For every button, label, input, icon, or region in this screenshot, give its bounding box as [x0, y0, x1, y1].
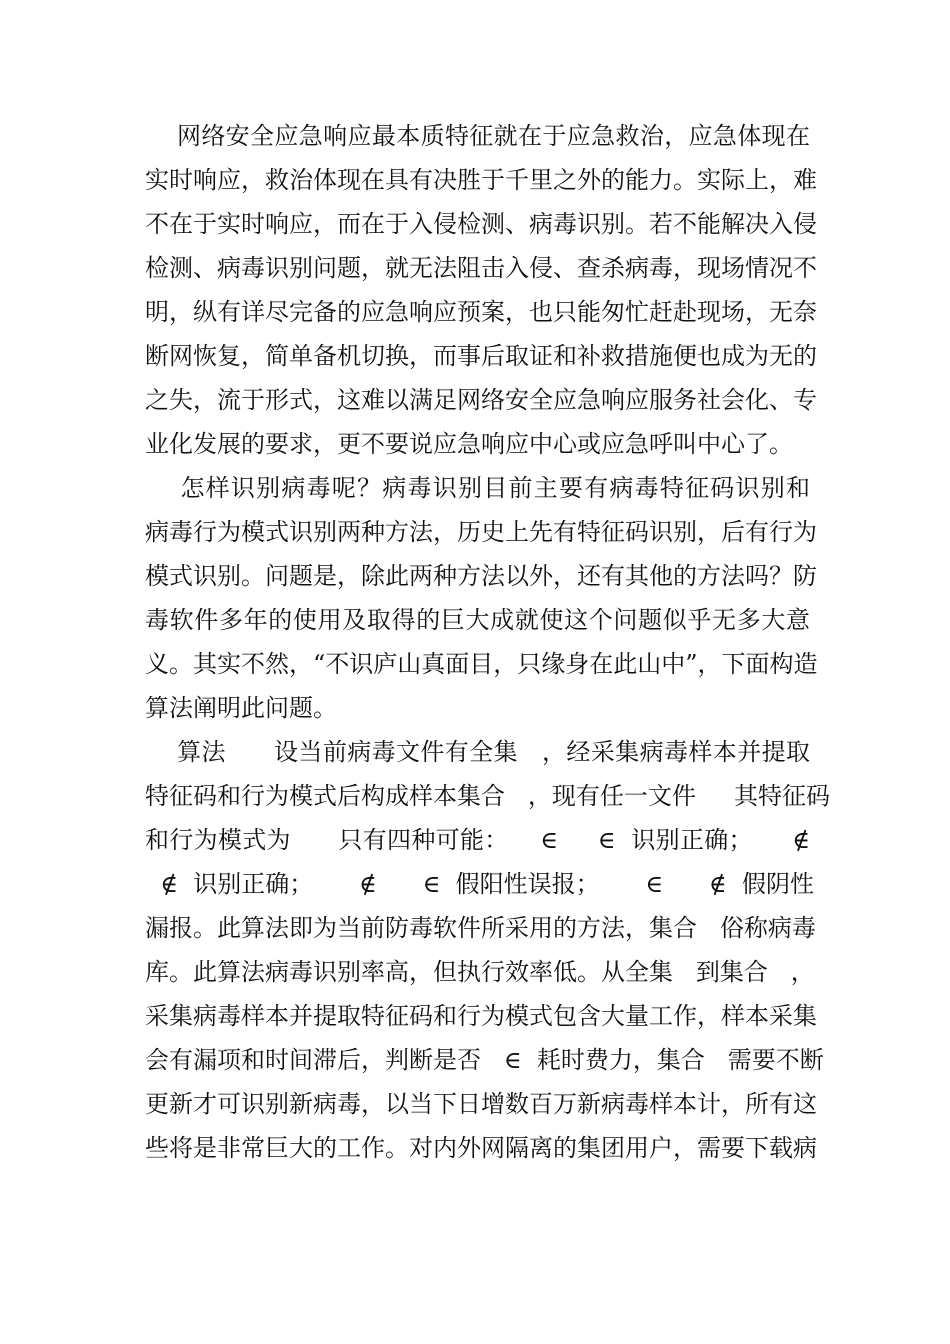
text-line: 漏报。此算法即为当前防毒软件所采用的方法，集合 俗称病毒: [145, 914, 816, 942]
text-line: 病毒行为模式识别两种方法，历史上先有特征码识别，后有行为: [145, 518, 817, 546]
text-line: 库。此算法病毒识别率高，但执行效率低。从全集 到集合 ，: [145, 958, 815, 986]
text-line: 检测、病毒识别问题，就无法阻击入侵、查杀病毒，现场情况不: [145, 254, 817, 282]
document-body: [145, 114, 831, 1170]
paragraph-3: [145, 730, 831, 1170]
paragraph-2: [145, 466, 818, 730]
text-line: 之失，流于形式，这难以满足网络安全应急响应服务社会化、专: [145, 386, 817, 414]
text-line: 特征码和行为模式后构成样本集合 ，现有任一文件 其特征码: [145, 782, 831, 810]
text-line: 和行为模式为 只有四种可能： ∈ ∈ 识别正确； ∉: [145, 826, 810, 854]
text-line: 网络安全应急响应最本质特征就在于应急救治，应急体现在: [145, 122, 810, 150]
text-line: ∉ 识别正确； ∉ ∈ 假阳性误报； ∈ ∉ 假阴性: [145, 870, 814, 898]
text-line: 算法阐明此问题。: [145, 694, 337, 722]
text-line: 会有漏项和时间滞后，判断是否 ∈ 耗时费力，集合 需要不断: [145, 1046, 824, 1074]
text-line: 明，纵有详尽完备的应急响应预案，也只能匆忙赶赴现场，无奈: [145, 298, 817, 326]
text-line: 些将是非常巨大的工作。对内外网隔离的集团用户，需要下载病: [145, 1134, 817, 1162]
text-line: 实时响应，救治体现在具有决胜于千里之外的能力。实际上，难: [145, 166, 817, 194]
text-line: 怎样识别病毒呢？病毒识别目前主要有病毒特征码识别和: [145, 474, 810, 502]
text-line: 义。其实不然，“不识庐山真面目，只缘身在此山中”，下面构造: [145, 650, 818, 678]
text-line: 不在于实时响应，而在于入侵检测、病毒识别。若不能解决入侵: [145, 210, 817, 238]
text-line: 更新才可识别新病毒，以当下日增数百万新病毒样本计，所有这: [145, 1090, 817, 1118]
text-line: 断网恢复，简单备机切换，而事后取证和补救措施便也成为无的: [145, 342, 817, 370]
paragraph-1: [145, 114, 817, 466]
text-line: 毒软件多年的使用及取得的巨大成就使这个问题似乎无多大意: [145, 606, 810, 634]
text-line: 业化发展的要求，更不要说应急响应中心或应急呼叫中心了。: [145, 430, 793, 458]
text-line: 算法 设当前病毒文件有全集 ，经采集病毒样本并提取: [145, 738, 810, 766]
text-line: 模式识别。问题是，除此两种方法以外，还有其他的方法吗？防: [145, 562, 817, 590]
text-line: 采集病毒样本并提取特征码和行为模式包含大量工作，样本采集: [145, 1002, 817, 1030]
